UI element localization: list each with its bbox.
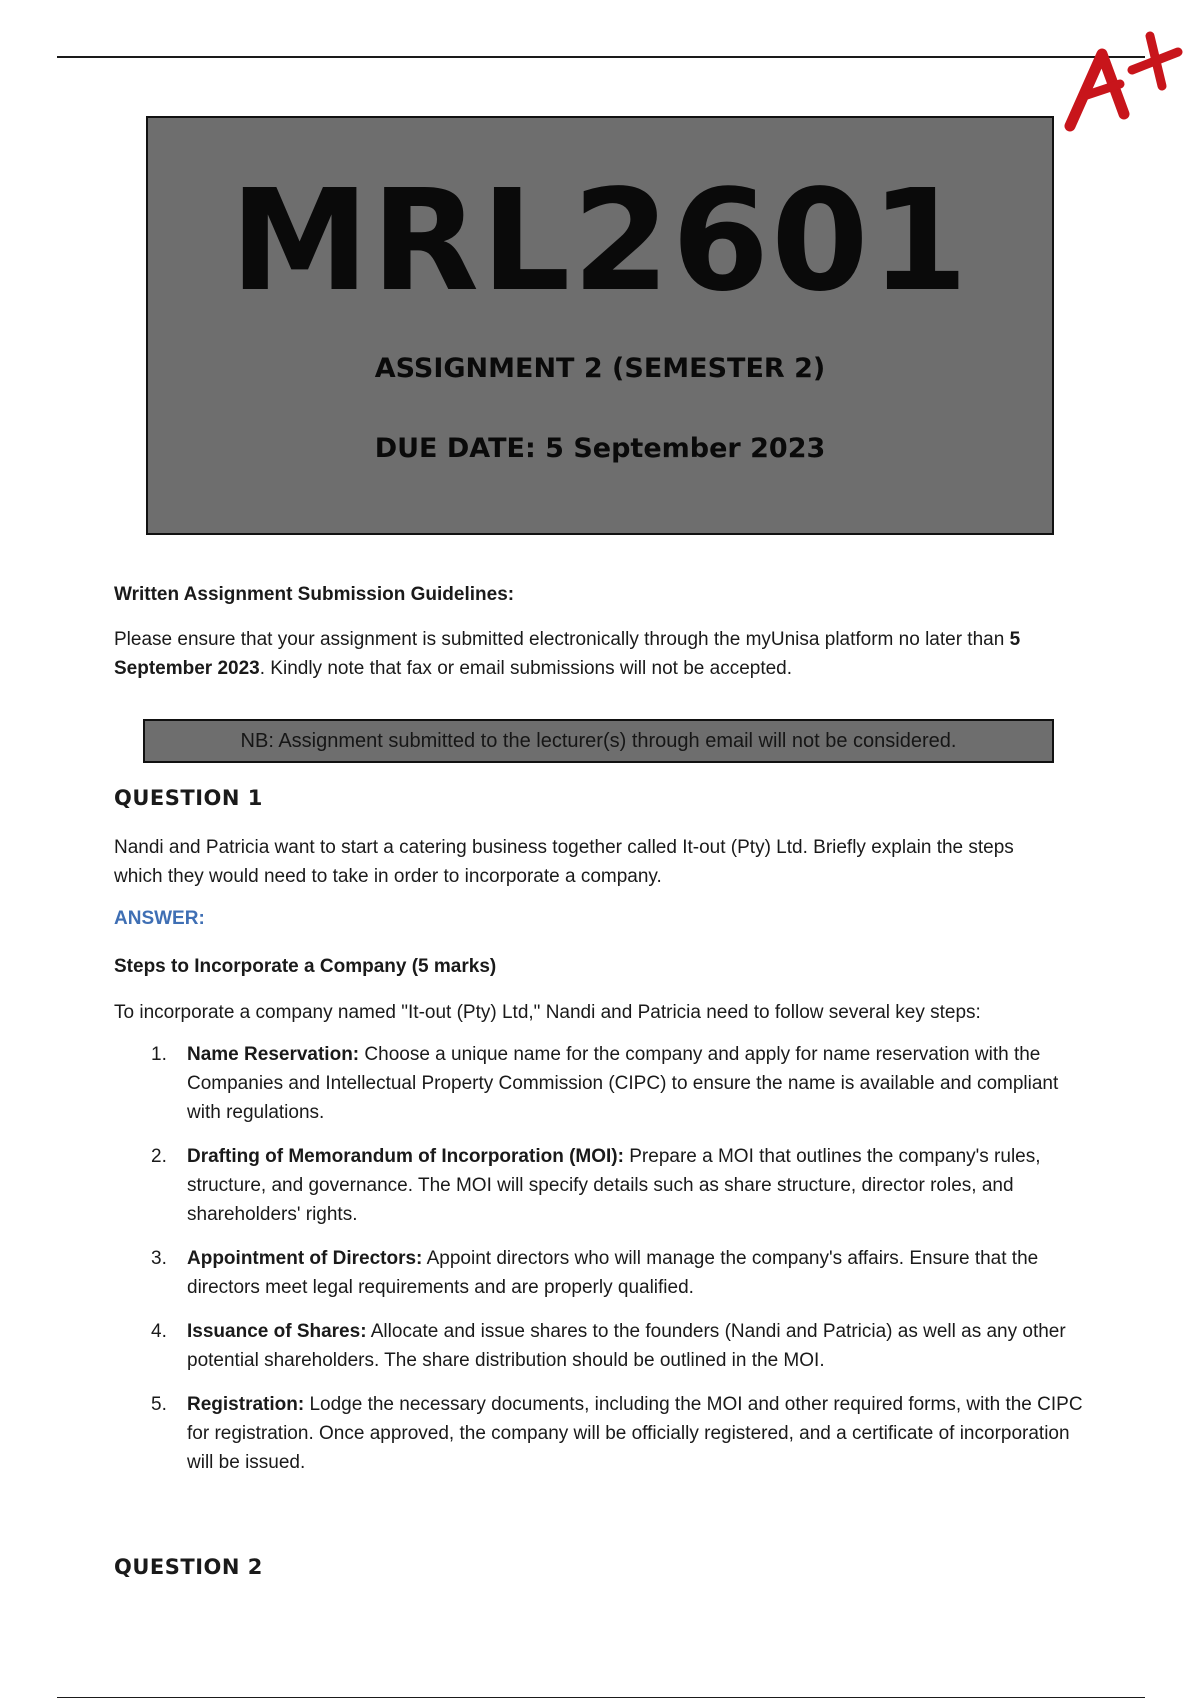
guidelines-text-before: Please ensure that your assignment is submitted electronically through the myUnisa platform no later than <box>114 629 1010 650</box>
step-number: 1. <box>151 1044 167 1065</box>
step-title: Registration: <box>187 1394 305 1415</box>
grade-mark-stamp <box>1058 26 1188 136</box>
step-text: Lodge the necessary documents, including the MOI and other required forms, with the CIPC for registration. Once approved, the company will be officially registered, and a certificate of incorporation will be issued. <box>187 1394 1083 1473</box>
question-1-prompt: Nandi and Patricia want to start a catering business together called It-out (Pty) Ltd. Briefly explain the steps which they would need to take in order to incorporate a company. <box>114 837 1014 887</box>
guidelines-heading: Written Assignment Submission Guidelines: <box>114 584 515 605</box>
list-item <box>114 1244 1088 1302</box>
bottom-rule <box>57 1697 1145 1698</box>
step-text: Appoint directors who will manage the company's affairs. Ensure that the directors meet legal requirements and are properly qualified. <box>187 1248 1039 1298</box>
step-number: 4. <box>151 1321 167 1342</box>
list-item <box>114 1390 1088 1477</box>
step-text: Prepare a MOI that outlines the company's rules, structure, and governance. The MOI will specify details such as share structure, director roles, and shareholders' rights. <box>187 1146 1041 1225</box>
answer-subheading: Steps to Incorporate a Company (5 marks) <box>114 956 497 977</box>
guidelines-date: 5 September 2023 <box>114 629 1021 679</box>
step-title: Drafting of Memorandum of Incorporation (MOI): <box>187 1146 624 1167</box>
step-number: 5. <box>151 1394 167 1415</box>
answer-intro: To incorporate a company named "It-out (Pty) Ltd," Nandi and Patricia need to follow several key steps: <box>114 1002 981 1023</box>
course-code: MRL2601 <box>230 160 970 323</box>
question-1-heading: QUESTION 1 <box>114 786 263 810</box>
step-number: 2. <box>151 1146 167 1167</box>
guidelines-text-after: . Kindly note that fax or email submissions will not be accepted. <box>259 658 793 679</box>
nb-notice: NB: Assignment submitted to the lecturer(s) through email will not be considered. <box>143 719 1054 763</box>
list-item <box>114 1142 1088 1229</box>
top-rule <box>57 56 1145 58</box>
guidelines-paragraph <box>114 625 1094 683</box>
incorporation-steps-list <box>114 1040 1088 1492</box>
grade-mark-a-plus <box>1070 36 1178 126</box>
answer-label: ANSWER: <box>114 908 205 929</box>
question-2-heading: QUESTION 2 <box>114 1555 263 1579</box>
step-number: 3. <box>151 1248 167 1269</box>
list-item <box>114 1317 1088 1375</box>
due-date: DUE DATE: 5 September 2023 <box>374 433 826 464</box>
step-title: Issuance of Shares: <box>187 1321 367 1342</box>
step-text: Choose a unique name for the company and apply for name reservation with the Companies and Intellectual Property Commission (CIPC) to ensure the name is available and compliant with regulations. <box>187 1044 1059 1123</box>
step-text: Allocate and issue shares to the founders (Nandi and Patricia) as well as any other potential shareholders. The share distribution should be outlined in the MOI. <box>187 1321 1066 1371</box>
step-title: Name Reservation: <box>187 1044 360 1065</box>
list-item <box>114 1040 1088 1127</box>
cover-banner <box>146 116 1054 535</box>
assignment-title: ASSIGNMENT 2 (SEMESTER 2) <box>374 353 826 384</box>
step-title: Appointment of Directors: <box>187 1248 423 1269</box>
